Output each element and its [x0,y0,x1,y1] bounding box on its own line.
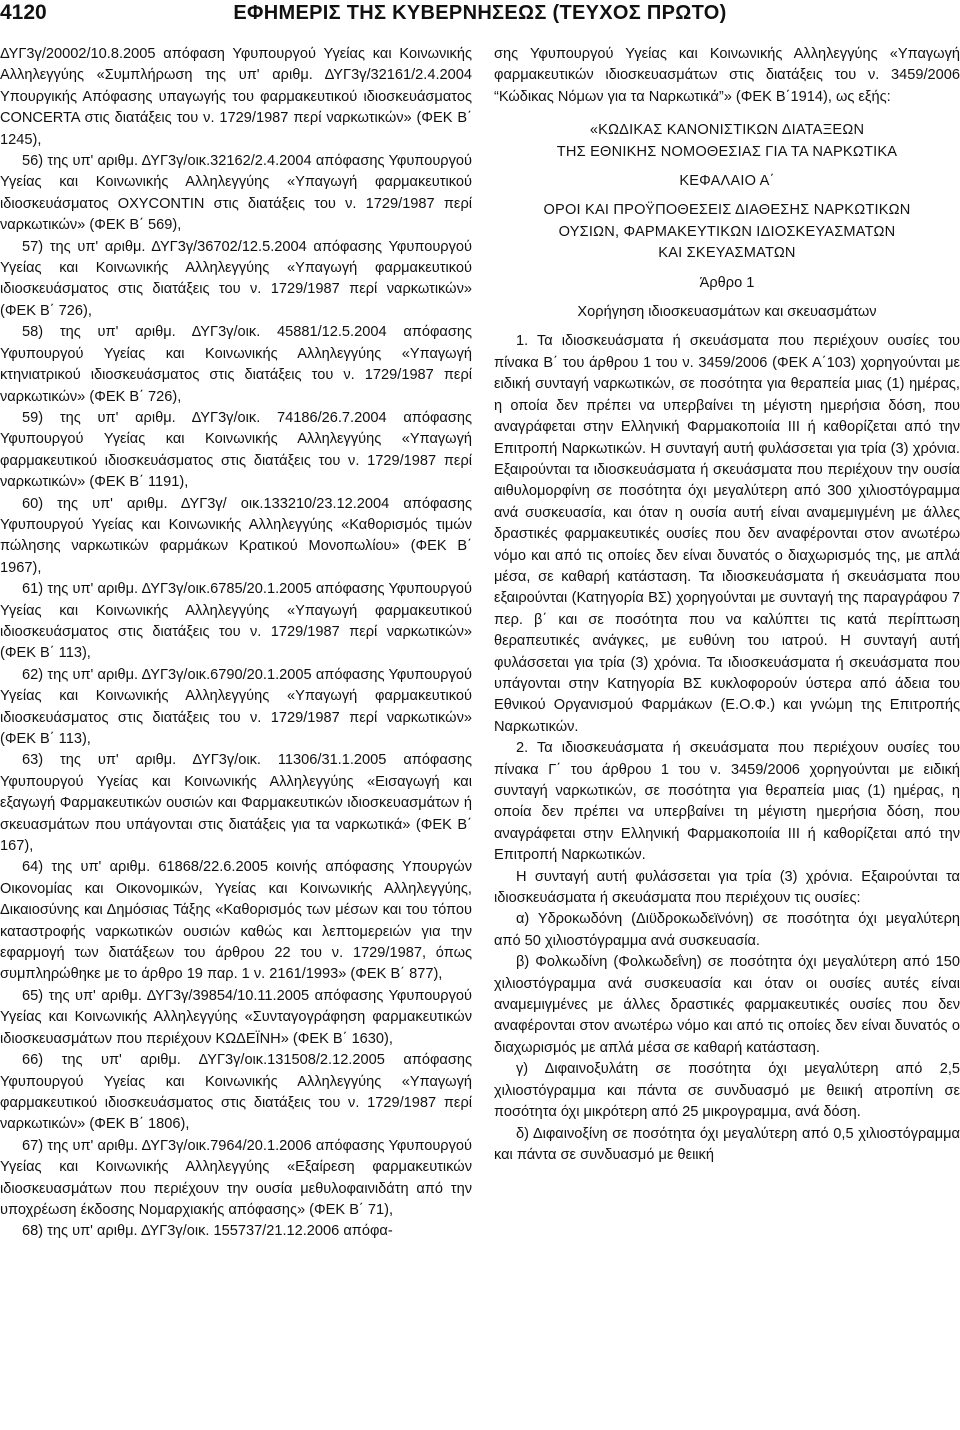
body-paragraph: δ) Διφαινοξίνη σε ποσότητα όχι μεγαλύτερη από 0,5 χιλιοστόγραμμα και πάντα σε συνδυασμό με θειική [494,1125,960,1163]
body-paragraph: 2. Τα ιδιοσκευάσματα ή σκευάσματα που περιέχουν ουσίες του πίνακα Γ΄ του άρθρου 1 του ν. 3459/2006 χορηγούνται με ειδική συνταγή ναρκωτικών, σε ποσότητα για θεραπεία μιας (1) ημέρας, η οποία δεν πρέπει να υπερβαίνει τη μέγιστη ημερήσια δόση, που αναγράφεται στην Ελληνική Φαρμακοποιία ΙΙΙ ή καθορίζεται από την Επιτροπή Ναρκωτικών. [494,740,960,864]
article-heading: Άρθρο 1 [699,274,755,291]
body-paragraph: β) Φολκωδίνη (Φολκωδεΐνη) σε ποσότητα όχι μεγαλύτερη από 150 χιλιοστόγραμμα ανά συσκευασία και όταν οι ουσίες αυτές είναι αναμεμιγμένες με άλλες δραστικές φαρμακευτικές ουσίες που δεν αναφέρονται στον ανωτέρω νόμο και από τις οποίες δεν είναι δυνατός ο διαχωρισμός με απλά μέσα σε καθαρή κατάσταση. [494,954,960,1056]
list-item: 67) της υπ' αριθμ. ΔΥΓ3γ/οικ.7964/20.1.2006 απόφασης Υφυπουργού Υγείας και Κοινωνικής Αλληλεγγύης «Εξαίρεση φαρμακευτικών ιδιοσκευασμάτων που περιέχουν την ουσία μεθυλοφαινιδάτη από την υποχρέωση έκδοσης Νομαρχιακής απόφασης» (ΦΕΚ Β΄ 71), [0,1137,472,1218]
body-paragraph: Η συνταγή αυτή φυλάσσεται για τρία (3) χρόνια. Εξαιρούνται τα ιδιοσκευάσματα ή σκευάσματα που περιέχουν τις ουσίες: [494,868,960,907]
list-item: 56) της υπ' αριθμ. ΔΥΓ3γ/οικ.32162/2.4.2004 απόφασης Υφυπουργού Υγείας και Κοινωνικής Αλληλεγγύης «Υπαγωγή φαρμακευτικού ιδιοσκευάσματος OXYCONTIN στις διατάξεις του ν. 1729/1987 περί ναρκωτικών» (ΦΕΚ Β΄ 569), [0,153,472,234]
list-item: 58) της υπ' αριθμ. ΔΥΓ3γ/οικ. 45881/12.5.2004 απόφασης Υφυπουργού Υγείας και Κοινωνικής Αλληλεγγύης «Υπαγωγή κτηνιατρικού ιδιοσκευάσματος στις διατάξεις του ν. 1729/1987 περί ναρκωτικών» (ΦΕΚ Β΄ 726), [0,324,472,405]
right-column [494,44,960,1166]
body-paragraph: α) Υδροκωδόνη (Διϋδροκωδεϊνόνη) σε ποσότητα όχι μεγαλύτερη από 50 χιλιοστόγραμμα ανά συσκευασία. [494,911,960,949]
list-item: 66) της υπ' αριθμ. ΔΥΓ3γ/οικ.131508/2.12.2005 απόφασης Υφυπουργού Υγείας και Κοινωνικής Αλληλεγγύης «Υπαγωγή φαρμακευτικού ιδιοσκευάσματος στις διατάξεις του ν. 1729/1987 περί ναρκωτικών» (ΦΕΚ Β΄ 1806), [0,1052,472,1133]
chapter-title: ΟΡΟΙ ΚΑΙ ΠΡΟΫΠΟΘΕΣΕΙΣ ΔΙΑΘΕΣΗΣ ΝΑΡΚΩΤΙΚΩΝ [543,202,911,219]
list-item: 61) της υπ' αριθμ. ΔΥΓ3γ/οικ.6785/20.1.2005 απόφασης Υφυπουργού Υγείας και Κοινωνικής Αλληλεγγύης «Υπαγωγή φαρμακευτικού ιδιοσκευάσματος στις διατάξεις του ν. 1729/1987 περί ναρκωτικών» (ΦΕΚ Β΄ 113), [0,581,472,662]
gazette-title: ΕΦΗΜΕΡΙΣ ΤΗΣ ΚΥΒΕΡΝΗΣΕΩΣ (ΤΕΥΧΟΣ ΠΡΩΤΟ) [233,2,727,24]
list-item: ΔΥΓ3γ/20002/10.8.2005 απόφαση Υφυπουργού Υγείας και Κοινωνικής Αλληλεγγύης «Συμπλήρωση της υπ' αριθμ. ΔΥΓ3γ/32161/2.4.2004 Υπουργικής Απόφασης υπαγωγής του φαρμακευτικού ιδιοσκευάσματος CONCERTA στις διατάξεις του ν. 1729/1987 περί ναρκωτικών» (ΦΕΚ Β΄ 1245), [0,46,472,148]
list-item: 62) της υπ' αριθμ. ΔΥΓ3γ/οικ.6790/20.1.2005 απόφασης Υφυπουργού Υγείας και Κοινωνικής Αλληλεγγύης «Υπαγωγή φαρμακευτικού ιδιοσκευάσματος στις διατάξεις του ν. 1729/1987 περί ναρκωτικών» (ΦΕΚ Β΄ 113), [0,666,472,747]
list-item: 57) της υπ' αριθμ. ΔΥΓ3γ/36702/12.5.2004 απόφασης Υφυπουργού Υγείας και Κοινωνικής Αλληλεγγύης «Υπαγωγή φαρμακευτικού ιδιοσκευάσματος στις διατάξεις του ν. 1729/1987 περί ναρκωτικών» (ΦΕΚ Β΄ 726), [0,238,472,319]
chapter-title: ΚΑΙ ΣΚΕΥΑΣΜΑΤΩΝ [658,245,796,262]
list-item: 64) της υπ' αριθμ. 61868/22.6.2005 κοινής απόφασης Υπουργών Οικονομίας και Οικονομικών, Υγείας και Κοινωνικής Αλληλεγγύης, Δικαιοσύνης και Δημόσιας Τάξης «Καθορισμός των μέσων και του τόπου καταστροφής ναρκωτικών ουσιών καθώς και λεπτομερειών για την εφαρμογή των διατάξεων του άρθρου 22 του ν. 1729/1987, όπως συμπληρώθηκε με το άρθρο 19 παρ. 1 ν. 2161/1993» (ΦΕΚ Β΄ 877), [0,859,472,983]
list-item: 59) της υπ' αριθμ. ΔΥΓ3γ/οικ. 74186/26.7.2004 απόφασης Υφυπουργού Υγείας και Κοινωνικής Αλληλεγγύης «Υπαγωγή φαρμακευτικού ιδιοσκευάσματος στις διατάξεις του ν. 1729/1987 περί ναρκωτικών» (ΦΕΚ Β΄ 1191), [0,409,472,491]
left-column [0,44,472,1243]
list-item: 65) της υπ' αριθμ. ΔΥΓ3γ/39854/10.11.2005 απόφασης Υφυπουργού Υγείας και Κοινωνικής Αλληλεγγύης «Συνταγογράφηση φαρμακευτικών ιδιοσκευασμάτων που περιέχουν ΚΩΔΕΪΝΗ» (ΦΕΚ Β΄ 1630), [0,987,472,1047]
list-item: 60) της υπ' αριθμ. ΔΥΓ3γ/ οικ.133210/23.12.2004 απόφασης Υφυπουργού Υγείας και Κοινωνικής Αλληλεγγύης «Καθορισμός τιμών πώλησης ναρκωτικών φαρμάκων Κρατικού Μονοπωλίου» (ΦΕΚ Β΄ 1967), [0,495,472,576]
code-title: ΤΗΣ ΕΘΝΙΚΗΣ ΝΟΜΟΘΕΣΙΑΣ ΓΙΑ ΤΑ ΝΑΡΚΩΤΙΚΑ [556,143,898,160]
chapter-heading: ΚΕΦΑΛΑΙΟ Α΄ [679,173,775,190]
article-title: Χορήγηση ιδιοσκευασμάτων και σκευασμάτων [577,304,877,321]
list-item: 63) της υπ' αριθμ. ΔΥΓ3γ/οικ. 11306/31.1.2005 απόφασης Υφυπουργού Υγείας και Κοινωνικής Αλληλεγγύης «Εισαγωγή και εξαγωγή Φαρμακευτικών ουσιών και Φαρμακευτικών ιδιοσκευασμάτων ή σκευασμάτων που υπάγονται στις διατάξεις για τα ναρκωτικά» (ΦΕΚ Β΄ 167), [0,752,472,855]
body-paragraph: 1. Τα ιδιοσκευάσματα ή σκευάσματα που περιέχουν ουσίες του πίνακα Β΄ του άρθρου 1 του ν. 3459/2006 (ΦΕΚ Α΄103) χορηγούνται με ειδική συνταγή ναρκωτικών, σε ποσότητα για θεραπεία μιας (1) ημέρας, η οποία δεν πρέπει να υπερβαίνει τη μέγιστη ημερήσια δόση, που αναγράφεται στην Ελληνική Φαρμακοποιία ΙΙΙ ή καθορίζεται από την Επιτροπή Ναρκωτικών. Η συνταγή αυτή φυλάσσεται για τρία (3) χρόνια. Εξαιρούνται τα ιδιοσκευάσματα ή σκευάσματα που περιέχουν την ουσία αιθυλομορφίνη σε ποσότητα όχι μεγαλύτερη από 300 χιλιοστόγραμμα ανά συσκευασία, και όταν η ουσία αυτή είναι αναμεμιγμένη με άλλες δραστικές φαρμακευτικές ουσίες που δεν αναφέρονται στον ανωτέρω νόμο και από τις οποίες δεν είναι δυνατός ο διαχωρισμός της, με απλά μέσα, σε καθαρή κατάσταση. Τα ιδιοσκευάσματα ή σκευάσματα που εξαιρούνται (Κατηγορία ΒΣ) χορηγούνται με συνταγή της παραγράφου 7 περ. β΄ και σε ποσότητα που να καλύπτει τις κατά περίπτωση θεραπευτικές ανάγκες, με ευθύνη του ιατρού. Η συνταγή αυτή φυλάσσεται για τρία (3) χρόνια. Τα ιδιοσκευάσματα ή σκευάσματα που υπάγονται στην Κατηγορία ΒΣ κυκλοφορούν ύστερα από άδεια του Εθνικού Οργανισμού Φαρμάκων (Ε.Ο.Φ.) και γνώμη της Επιτροπής Ναρκωτικών. [494,333,960,735]
body-paragraph: γ) Διφαινοξυλάτη σε ποσότητα όχι μεγαλύτερη από 2,5 χιλιοστόγραμμα και πάντα σε συνδυασμό με θειική ατροπίνη σε ποσότητα όχι μικρότερη από 25 μικρογραμμα, ανά δόση. [494,1061,960,1121]
intro-paragraph: σης Υφυπουργού Υγείας και Κοινωνικής Αλληλεγγύης «Υπαγωγή φαρμακευτικών ιδιοσκευασμάτων στις διατάξεις του ν. 3459/2006 “Κώδικας Νόμων για τα Ναρκωτικά”» (ΦΕΚ Β΄1914), ως εξής: [494,46,960,105]
chapter-title: ΟΥΣΙΩΝ, ΦΑΡΜΑΚΕΥΤΙΚΩΝ ΙΔΙΟΣΚΕΥΑΣΜΑΤΩΝ [558,223,896,240]
list-item: 68) της υπ' αριθμ. ΔΥΓ3γ/οικ. 155737/21.12.2006 απόφα- [22,1223,393,1240]
code-title: «ΚΩΔΙΚΑΣ ΚΑΝΟΝΙΣΤΙΚΩΝ ΔΙΑΤΑΞΕΩΝ [589,122,865,139]
page-number: 4120 [0,1,47,24]
page-header [0,0,960,30]
